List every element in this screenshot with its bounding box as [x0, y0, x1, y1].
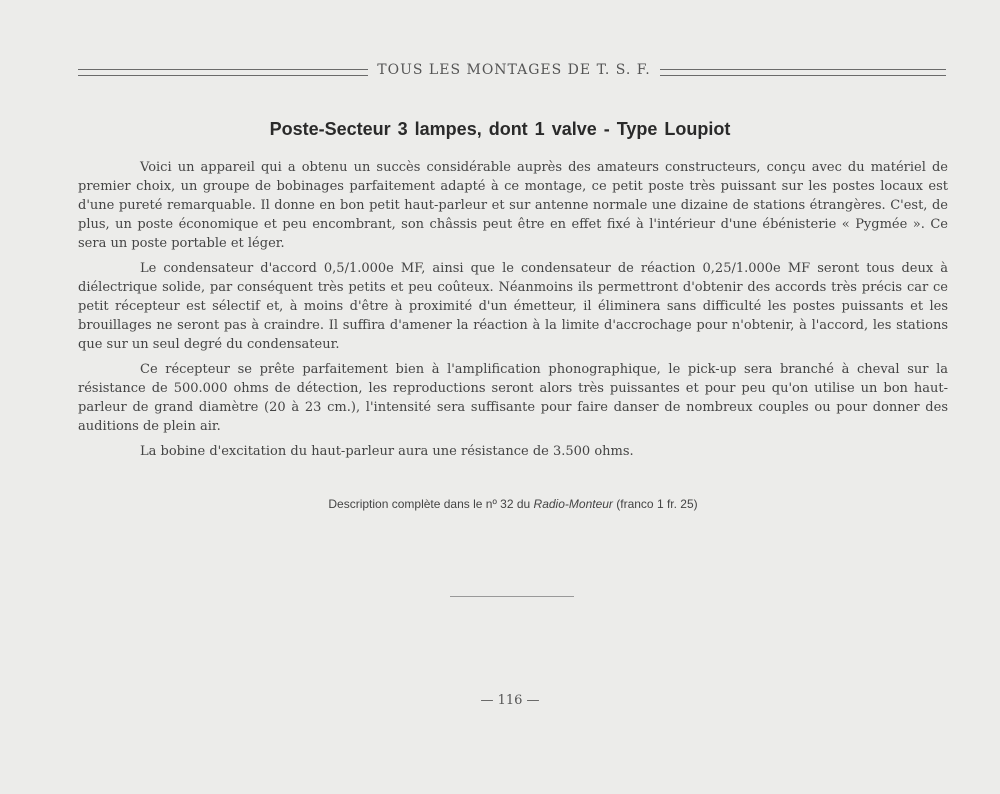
page-number: — 116 —: [480, 693, 540, 708]
description-suffix: (franco 1 fr. 25): [612, 497, 698, 511]
article-body: [78, 158, 948, 467]
paragraph: Le condensateur d'accord 0,5/1.000e MF, ainsi que le condensateur de réaction 0,25/1.000e MF seront tous deux à diélectrique solide, par conséquent très petits et peu coûteux. Néanmoins ils permettront d'obtenir des accords très précis car ce petit récepteur est sélectif et, à moins d'être à proximité d'un émetteur, il éliminera sans difficulté les postes puissants et les brouillages ne seront pas à craindre. Il suffira d'amener la réaction à la limite d'accrochage pour n'obtenir, à l'accord, les stations que sur un seul degré du condensateur.: [78, 261, 948, 352]
magazine-name: Radio-Monteur: [533, 497, 613, 511]
paragraph: Voici un appareil qui a obtenu un succès considérable auprès des amateurs constructeurs, conçu avec du matériel de premier choix, un groupe de bobinages parfaitement adapté à ce montage, ce petit poste très puissant sur les postes locaux est d'une pureté remarquable. Il donne en bon petit haut-parleur et sur antenne normale une dizaine de stations étrangères. C'est, de plus, un poste économique et peu encombrant, son châssis peut être en effet fixé à l'intérieur d'une ébénisterie « Pygmée ». Ce sera un poste portable et léger.: [78, 160, 948, 251]
divider: [450, 596, 574, 597]
paragraph: Ce récepteur se prête parfaitement bien à l'amplification phonographique, le pick-up sera branché à cheval sur la résistance de 500.000 ohms de détection, les reproductions seront alors très puissantes et pour peu qu'on utilise un bon haut-parleur de grand diamètre (20 à 23 cm.), l'intensité sera suffisante pour faire danser de nombreux couples ou pour donner des auditions de plein air.: [78, 362, 948, 434]
description-note: [0, 497, 1000, 511]
header-rule-left: [78, 69, 368, 76]
description-prefix: Description complète dans le nº 32 du: [328, 497, 534, 511]
paragraph: La bobine d'excitation du haut-parleur aura une résistance de 3.500 ohms.: [140, 444, 634, 459]
header-rule-right: [660, 69, 946, 76]
article-title: Poste-Secteur 3 lampes, dont 1 valve - Type Loupiot: [269, 119, 731, 139]
running-head: TOUS LES MONTAGES DE T. S. F.: [377, 62, 651, 78]
